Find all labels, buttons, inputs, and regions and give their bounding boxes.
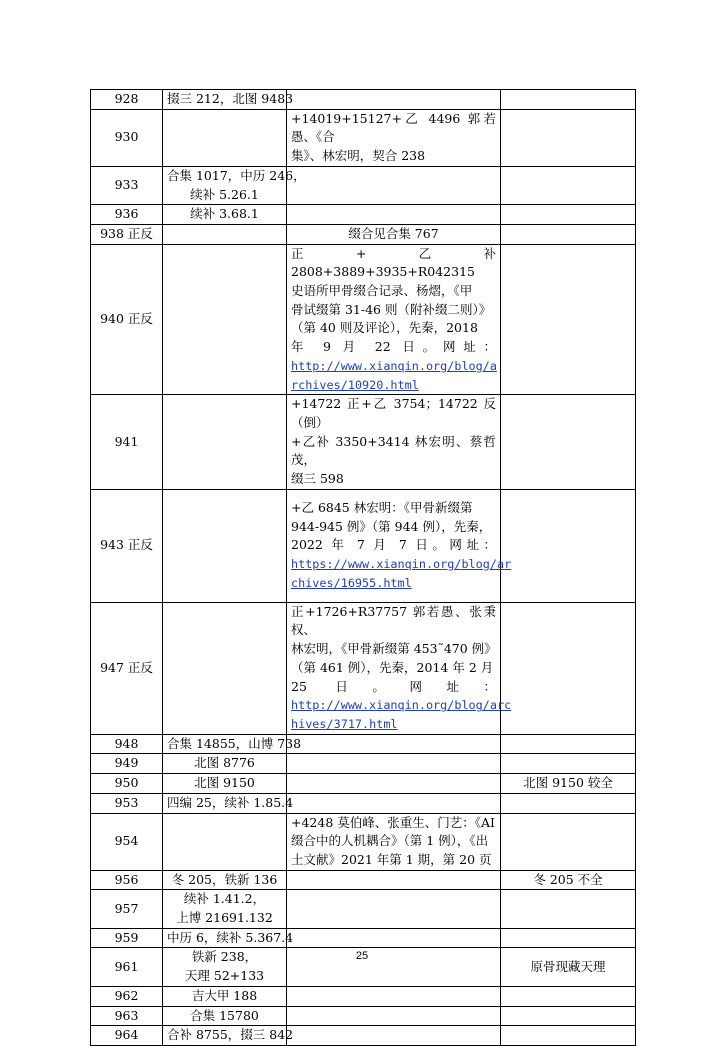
bone-number-cell: 949 xyxy=(91,754,163,774)
join-record-cell xyxy=(287,813,501,870)
join-record-cell xyxy=(287,109,501,166)
source-cell xyxy=(163,489,287,602)
join-line: +14019+15127+乙 4496 郭若愚、《合 xyxy=(291,110,496,145)
note-cell xyxy=(501,166,636,204)
source-line: 铁新 238， xyxy=(191,949,258,965)
source-cell xyxy=(163,90,294,110)
source-line: 四编 25，续补 1.85.4 xyxy=(167,794,294,810)
join-line: 骨试缀第 31-46 则（附补缀二则）》 xyxy=(291,301,492,317)
bone-number-cell: 943 正反 xyxy=(91,489,163,602)
join-line: 944-945 例》（第 944 例），先秦， xyxy=(291,518,492,534)
table-row xyxy=(91,774,636,794)
join-record-cell xyxy=(287,166,501,204)
source-line: 冬 205，铁新 136 xyxy=(171,871,278,887)
source-cell xyxy=(163,774,287,794)
join-line: 年 9 月 22 日。网址： xyxy=(291,339,496,355)
blog-link[interactable]: chives/16955.html xyxy=(291,575,412,590)
table-row xyxy=(91,890,636,928)
source-cell xyxy=(163,890,287,928)
join-line: 缀合中的人机耦合》（第 1 例），《出 xyxy=(291,833,489,849)
bone-number-cell: 930 xyxy=(91,109,163,166)
note-cell: 原骨现藏天理 xyxy=(501,948,636,986)
source-line: 掇三 212，北图 9483 xyxy=(167,91,294,106)
join-line: （第 461 例），先秦，2014 年 2 月 xyxy=(291,659,494,675)
bone-number-cell: 950 xyxy=(91,774,163,794)
source-line: 续补 1.41.2， xyxy=(183,891,266,907)
join-line: 林宏明，《甲骨新缀第 453˜470 例》 xyxy=(291,641,497,657)
note-cell xyxy=(501,109,636,166)
note-cell xyxy=(501,395,636,490)
join-line: 土文献》2021 年第 1 期，第 20 页 xyxy=(291,851,492,867)
join-line: （第 40 则及评论），先秦，2018 xyxy=(291,320,478,336)
join-record-cell xyxy=(287,90,501,110)
join-record-cell xyxy=(287,224,501,244)
source-cell xyxy=(163,734,302,754)
source-cell xyxy=(163,986,287,1006)
table-row xyxy=(91,244,636,395)
source-line: 吉大甲 188 xyxy=(191,987,258,1003)
source-cell xyxy=(163,1026,294,1046)
source-cell xyxy=(163,928,294,948)
table-row xyxy=(91,793,636,813)
note-cell xyxy=(501,90,636,110)
join-line: 集》、林宏明，契合 238 xyxy=(291,148,426,164)
bone-number-cell: 928 xyxy=(91,90,163,110)
table-row xyxy=(91,813,636,870)
bone-number-cell: 957 xyxy=(91,890,163,928)
note-cell xyxy=(501,602,636,734)
source-line: 合补 8755，掇三 842 xyxy=(167,1027,294,1043)
bone-number-cell: 953 xyxy=(91,793,163,813)
blog-link[interactable]: https://www.xianqin.org/blog/ar xyxy=(291,557,512,572)
join-record-cell xyxy=(287,489,512,602)
table-row xyxy=(91,734,636,754)
join-line: 25 日。网址： xyxy=(291,678,496,694)
source-line: 中历 6，续补 5.367.4 xyxy=(167,929,294,945)
source-cell xyxy=(163,813,287,870)
join-record-cell xyxy=(287,870,501,890)
source-line: 合集 15780 xyxy=(190,1007,259,1023)
note-cell xyxy=(501,244,636,395)
source-cell xyxy=(163,109,287,166)
bone-number-cell: 940 正反 xyxy=(91,244,163,395)
source-line: 续补 3.68.1 xyxy=(190,206,259,222)
note-cell xyxy=(501,1006,636,1026)
source-cell xyxy=(163,602,287,734)
bone-number-cell: 933 xyxy=(91,166,163,204)
note-cell xyxy=(501,890,636,928)
table-row xyxy=(91,489,636,602)
table-row xyxy=(91,395,636,490)
note-cell xyxy=(501,754,636,774)
table-row xyxy=(91,754,636,774)
note-cell xyxy=(501,489,636,602)
source-cell xyxy=(163,244,287,395)
bone-number-cell: 954 xyxy=(91,813,163,870)
table-row xyxy=(91,986,636,1006)
note-cell xyxy=(501,928,636,948)
note-cell xyxy=(501,224,636,244)
join-line: 正+1726+R37757 郭若愚、张秉权、 xyxy=(291,603,496,638)
table-row xyxy=(91,166,636,204)
note-cell xyxy=(501,813,636,870)
join-line: 正+乙补 2808+3889+3935+R042315 xyxy=(291,245,496,280)
source-line: 北图 9150 xyxy=(194,775,255,791)
join-record-cell xyxy=(287,1026,501,1046)
bone-number-cell: 959 xyxy=(91,928,163,948)
join-record-cell xyxy=(287,602,512,734)
source-cell xyxy=(163,754,287,774)
join-record-cell xyxy=(287,793,501,813)
source-line: 合集 1017，中历 246， xyxy=(167,167,306,183)
join-record-cell xyxy=(287,1006,501,1026)
note-cell: 北图 9150 较全 xyxy=(501,774,636,794)
note-cell: 冬 205 不全 xyxy=(501,870,636,890)
source-line: 合集 14855，山博 738 xyxy=(167,735,302,751)
table-row xyxy=(91,1026,636,1046)
note-cell xyxy=(501,734,636,754)
bone-number-cell: 956 xyxy=(91,870,163,890)
bone-number-cell: 941 xyxy=(91,395,163,490)
source-cell xyxy=(163,1006,287,1026)
bone-number-cell: 961 xyxy=(91,948,163,986)
join-line: +乙补 3350+3414 林宏明、蔡哲茂， xyxy=(291,433,496,468)
join-record-cell xyxy=(287,890,501,928)
bone-number-cell: 964 xyxy=(91,1026,163,1046)
join-record-cell xyxy=(287,774,501,794)
blog-link[interactable]: rchives/10920.html xyxy=(291,377,419,392)
join-record-cell xyxy=(287,928,501,948)
note-cell xyxy=(501,986,636,1006)
oracle-bone-table xyxy=(90,89,636,1046)
blog-link[interactable]: http://www.xianqin.org/blog/a xyxy=(291,358,497,373)
join-record-cell xyxy=(287,754,501,774)
source-cell xyxy=(163,870,287,890)
source-line: 天理 52+133 xyxy=(184,968,265,984)
join-line: 缀合见合集 767 xyxy=(348,225,439,241)
join-record-cell xyxy=(287,395,501,490)
join-line: 2022 年 7 月 7 日。网址： xyxy=(291,537,496,553)
bone-number-cell: 962 xyxy=(91,986,163,1006)
join-line: +14722 正+乙 3754；14722 反（倒） xyxy=(291,396,496,430)
join-line: 缀三 598 xyxy=(291,471,344,487)
bone-number-cell: 947 正反 xyxy=(91,602,163,734)
note-cell xyxy=(501,1026,636,1046)
table-row xyxy=(91,870,636,890)
note-cell xyxy=(501,205,636,225)
table-row xyxy=(91,205,636,225)
source-cell xyxy=(163,205,287,225)
source-cell xyxy=(163,224,287,244)
blog-link[interactable]: http://www.xianqin.org/blog/arc xyxy=(291,698,512,713)
table-row xyxy=(91,602,636,734)
source-cell xyxy=(163,395,287,490)
source-cell xyxy=(163,793,294,813)
join-line: +乙 6845 林宏明：《甲骨新缀第 xyxy=(291,500,473,515)
note-cell xyxy=(501,793,636,813)
table-row xyxy=(91,928,636,948)
source-line: 续补 5.26.1 xyxy=(190,186,259,202)
table-row xyxy=(91,1006,636,1026)
source-line: 北图 8776 xyxy=(194,755,255,771)
blog-link[interactable]: hives/3717.html xyxy=(291,716,398,731)
source-cell xyxy=(163,166,306,204)
join-record-cell xyxy=(287,205,501,225)
bone-number-cell: 938 正反 xyxy=(91,224,163,244)
join-record-cell xyxy=(287,734,501,754)
join-line: +4248 莫伯峰、张重生、门艺：《AI xyxy=(291,814,495,830)
join-record-cell xyxy=(287,986,501,1006)
join-line: 史语所甲骨缀合记录、杨熠，《甲 xyxy=(291,283,473,299)
table-row xyxy=(91,224,636,244)
table-row xyxy=(91,90,636,110)
table-row xyxy=(91,109,636,166)
bone-number-cell: 963 xyxy=(91,1006,163,1026)
bone-number-cell: 936 xyxy=(91,205,163,225)
source-line: 上博 21691.132 xyxy=(176,910,273,926)
bone-number-cell: 948 xyxy=(91,734,163,754)
join-record-cell xyxy=(287,244,501,395)
page-number: 25 xyxy=(355,950,369,962)
